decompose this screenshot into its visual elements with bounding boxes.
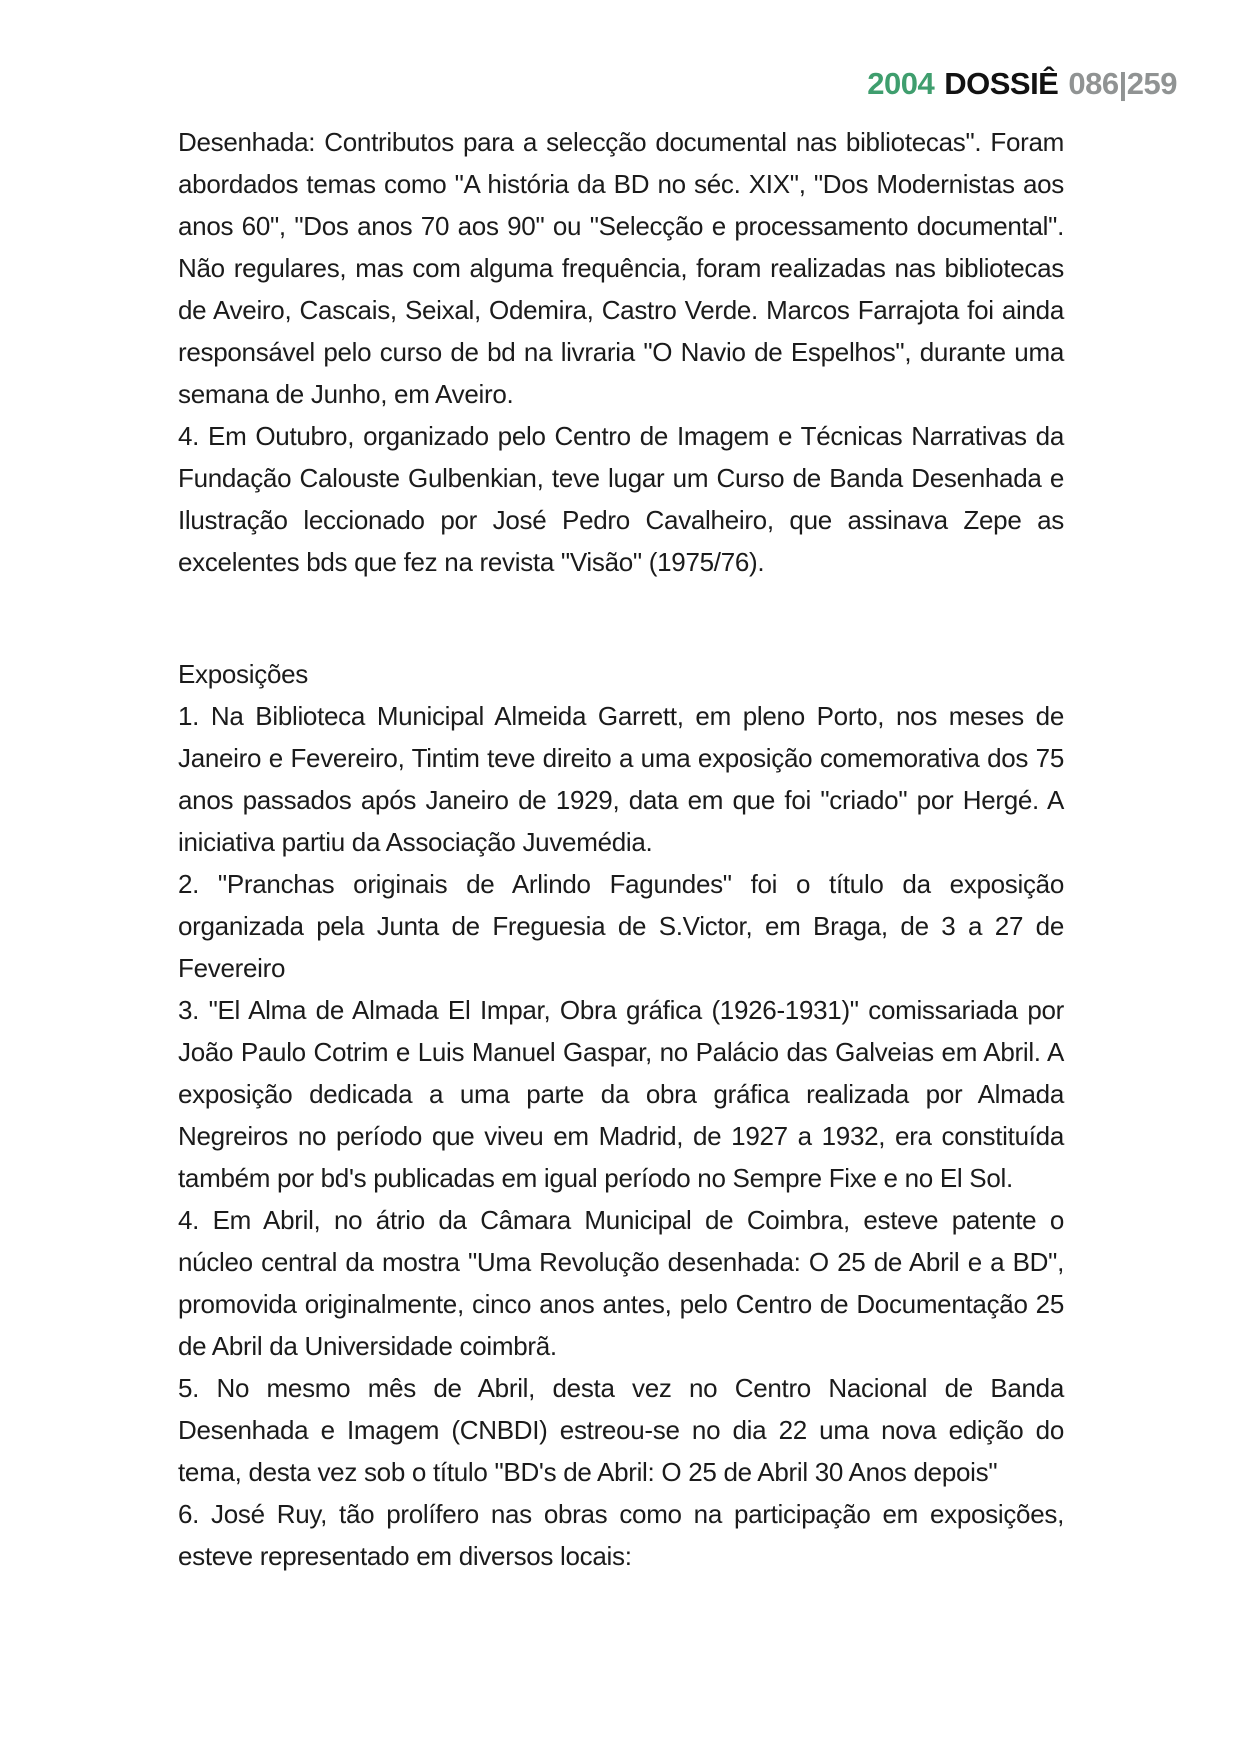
paragraph-courses-continuation: Desenhada: Contributos para a selecção documental nas bibliotecas". Foram abordados temas como "A história da BD no séc. XIX", "Dos Modernistas aos anos 60", "Dos anos 70 aos 90" ou "Selecção e processamento documental". Não regulares, mas com alguma frequência, foram realizadas nas bibliotecas de Aveiro, Cascais, Seixal, Odemira, Castro Verde. Marcos Farrajota foi ainda responsável pelo curso de bd na livraria "O Navio de Espelhos", durante uma semana de Junho, em Aveiro. xyxy=(178,127,1064,409)
header-page-ref: 086|259 xyxy=(1068,66,1177,101)
section-heading-exposicoes: Exposições xyxy=(178,659,308,689)
header-title: DOSSIÊ xyxy=(944,66,1059,101)
header-year: 2004 xyxy=(867,66,935,101)
exhibition-item-5: 5. No mesmo mês de Abril, desta vez no Centro Nacional de Banda Desenhada e Imagem (CNBDI) estreou-se no dia 22 uma nova edição do tema, desta vez sob o título "BD's de Abril: O 25 de Abril 30 Anos depois" xyxy=(178,1373,1064,1487)
paragraph-course-gulbenkian: 4. Em Outubro, organizado pelo Centro de Imagem e Técnicas Narrativas da Fundação Calouste Gulbenkian, teve lugar um Curso de Banda Desenhada e Ilustração leccionado por José Pedro Cavalheiro, que assinava Zepe as excelentes bds que fez na revista "Visão" (1975/76). xyxy=(178,421,1064,577)
document-body xyxy=(178,121,1064,1577)
exhibition-item-3: 3. "El Alma de Almada El Impar, Obra gráfica (1926-1931)" comissariada por João Paulo Cotrim e Luis Manuel Gaspar, no Palácio das Galveias em Abril. A exposição dedicada a uma parte da obra gráfica realizada por Almada Negreiros no período que viveu em Madrid, de 1927 a 1932, era constituída também por bd's publicadas em igual período no Sempre Fixe e no El Sol. xyxy=(178,995,1064,1193)
exhibition-item-1: 1. Na Biblioteca Municipal Almeida Garrett, em pleno Porto, nos meses de Janeiro e Fevereiro, Tintim teve direito a uma exposição comemorativa dos 75 anos passados após Janeiro de 1929, data em que foi "criado" por Hergé. A iniciativa partiu da Associação Juvemédia. xyxy=(178,701,1064,857)
exhibition-item-2: 2. "Pranchas originais de Arlindo Fagundes" foi o título da exposição organizada pela Junta de Freguesia de S.Victor, em Braga, de 3 a 27 de Fevereiro xyxy=(178,869,1064,983)
page-header xyxy=(867,68,1177,99)
exhibition-item-4: 4. Em Abril, no átrio da Câmara Municipal de Coimbra, esteve patente o núcleo central da mostra "Uma Revolução desenhada: O 25 de Abril e a BD", promovida originalmente, cinco anos antes, pelo Centro de Documentação 25 de Abril da Universidade coimbrã. xyxy=(178,1205,1064,1361)
exhibition-item-6: 6. José Ruy, tão prolífero nas obras como na participação em exposições, esteve representado em diversos locais: xyxy=(178,1499,1064,1571)
